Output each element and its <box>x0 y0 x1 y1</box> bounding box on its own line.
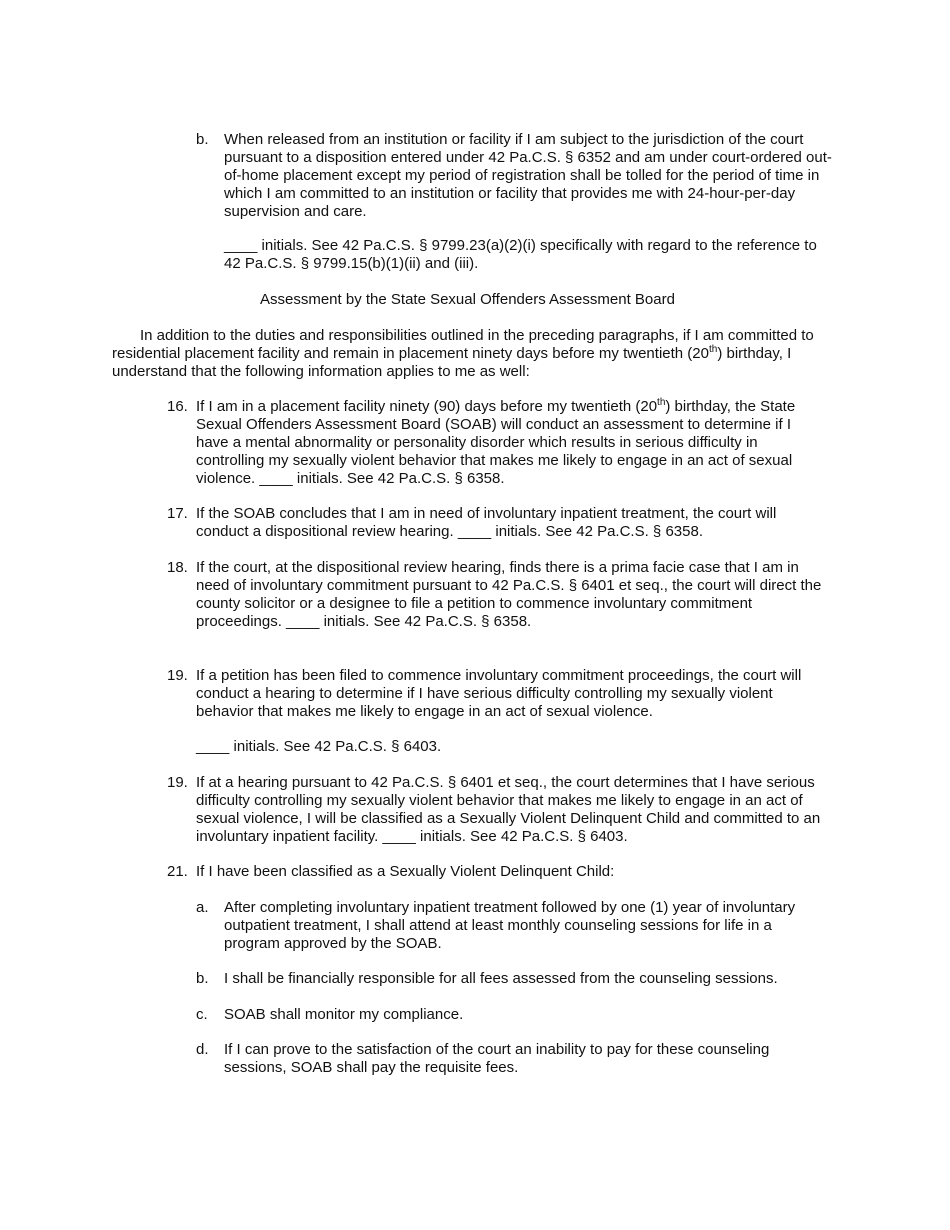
item-21-number: 21. <box>167 863 188 880</box>
subitem-a-text: After completing involuntary inpatient treatment followed by one (1) year of involuntary outpatient treatment, I shall attend at least monthly counseling sessions for life in a program approved by the SOAB. <box>224 899 796 952</box>
item-19b-text: If at a hearing pursuant to 42 Pa.C.S. § 6401 et seq., the court determines that I have serious difficulty controlling my sexually violent behavior that makes me likely to engage in an act of sexual violence, I will be classified as a Sexually Violent Delinquent Child and committed to an involuntary inpatient facility. ____ initials. See 42 Pa.C.S. § 6403. <box>196 774 821 845</box>
item-18-number: 18. <box>167 559 188 576</box>
item-19a-number: 19. <box>167 667 188 684</box>
item-b-initials: ____ initials. See 42 Pa.C.S. § 9799.23(a)(2)(i) specifically with regard to the reference to 42 Pa.C.S. § 9799.15(b)(1)(ii) and (iii). <box>224 237 817 272</box>
subitem-a-letter: a. <box>196 899 209 916</box>
item-17-number: 17. <box>167 505 188 522</box>
item-16-number: 16. <box>167 398 188 415</box>
subitem-d-text: If I can prove to the satisfaction of the court an inability to pay for these counseling sessions, SOAB shall pay the requisite fees. <box>224 1041 770 1076</box>
intro-text-1: In addition to the duties and responsibilities outlined in the preceding paragraphs, if I am committed to residential placement facility and remain in placement ninety days before my twentieth (20 <box>112 327 814 362</box>
item-17-text: If the SOAB concludes that I am in need of involuntary inpatient treatment, the court will conduct a dispositional review hearing. ____ initials. See 42 Pa.C.S. § 6358. <box>196 505 777 540</box>
item-16-superscript: th <box>657 397 666 408</box>
intro-text-2: ) birthday, I understand that the following information applies to me as well: <box>112 345 792 380</box>
item-18-text: If the court, at the dispositional review hearing, finds there is a prima facie case that I am in need of involuntary commitment pursuant to 42 Pa.C.S. § 6401 et seq., the court will direct the county solicitor or a designee to file a petition to commence involuntary commitment proceedings. ____ initials. See 42 Pa.C.S. § 6358. <box>196 559 822 630</box>
subitem-d-letter: d. <box>196 1041 209 1058</box>
intro-superscript: th <box>708 344 718 355</box>
subitem-b-letter: b. <box>196 970 209 987</box>
item-b-letter: b. <box>196 131 209 148</box>
item-21-text: If I have been classified as a Sexually Violent Delinquent Child: <box>196 863 615 880</box>
intro-paragraph <box>112 327 847 381</box>
section-heading: Assessment by the State Sexual Offenders Assessment Board <box>260 291 675 308</box>
item-b-text: When released from an institution or facility if I am subject to the jurisdiction of the court pursuant to a disposition entered under 42 Pa.C.S. § 6352 and am under court-ordered out-of-home placement except my period of registration shall be tolled for the period of time in which I am committed to an institution or facility that provides me with 24-hour-per-day supervision and care. <box>224 131 832 220</box>
item-19a-text: If a petition has been filed to commence involuntary commitment proceedings, the court will conduct a hearing to determine if I have serious difficulty controlling my sexually violent behavior that makes me likely to engage in an act of sexual violence. <box>196 667 802 720</box>
subitem-b-text: I shall be financially responsible for all fees assessed from the counseling sessions. <box>224 970 778 987</box>
item-16-text: If I am in a placement facility ninety (90) days before my twentieth (20th) birthday, the State Sexual Offenders Assessment Board (SOAB) will conduct an assessment to determine if I have a mental abnormality or personality disorder which results in serious difficulty in controlling my sexually violent behavior that makes me likely to engage in an act of sexual violence. ____ initials. See 42 Pa.C.S. § 6358. <box>196 397 796 487</box>
subitem-c-letter: c. <box>196 1006 208 1023</box>
subitem-c-text: SOAB shall monitor my compliance. <box>224 1006 464 1023</box>
item-19b-number: 19. <box>167 774 188 791</box>
item-19a-initials: ____ initials. See 42 Pa.C.S. § 6403. <box>196 738 442 755</box>
